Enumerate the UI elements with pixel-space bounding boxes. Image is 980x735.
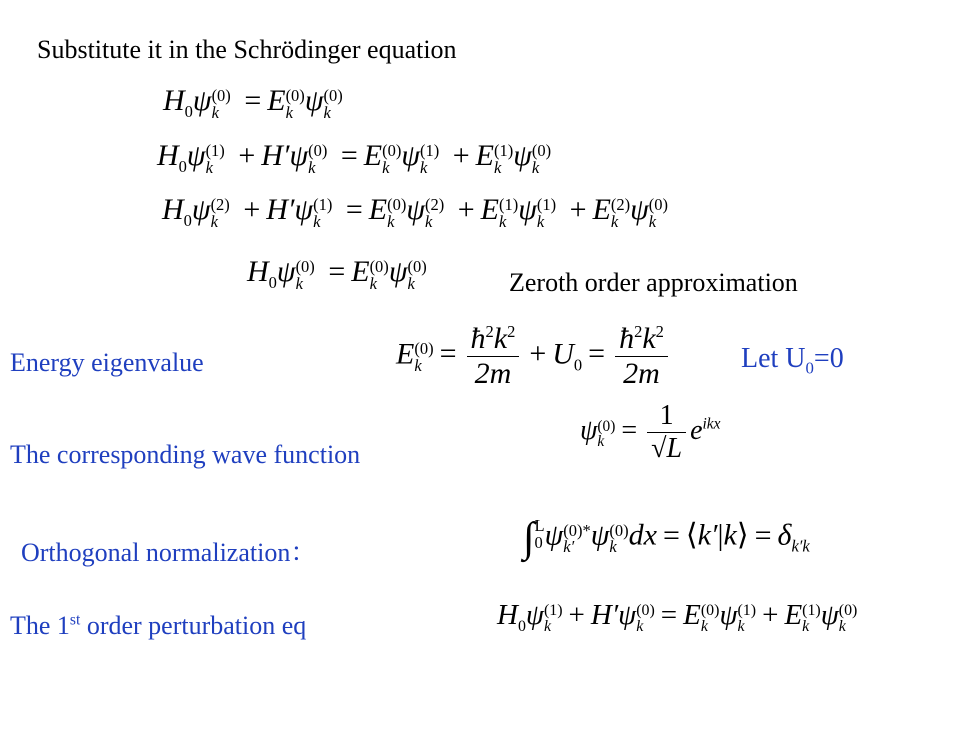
zeroth-order-label: Zeroth order approximation [509, 268, 798, 297]
equation-energy: E (0) k = $\frac{ħ^2k^2}{2m}$ + $U_0$ = $\frac{ħ^2k^2}{2m}$ [396, 322, 672, 391]
equation-second-order: $H_0\psi$ (2) k + H′ψ (1) k = E (0) k ψ (2) k + E (1) k ψ (1) k + E (2) k ψ (0) k [162, 193, 669, 231]
equation-first-order: $H_0\psi$ (1) k + H′ψ (0) k = E (0) k ψ (1) k + E (1) k ψ (0) k [157, 139, 552, 177]
wave-function-label: The corresponding wave function [10, 440, 361, 469]
let-u0-text: Let $U_0=0$ [741, 343, 844, 378]
equation-zeroth-approx: $H_0\psi$ (0) k = E (0) k ψ (0) k [247, 255, 427, 293]
equation-wave-function: ψ (0) k = $\frac{1}{√L}$ $e^{ikx}$ [580, 400, 721, 464]
equation-first-order-perturbation: $H_0\psi$ (1) k + H′ψ (0) k = E (0) k ψ (1) k + E (1) k ψ (0) k [497, 599, 858, 636]
orthogonal-label: Orthogonal normalization： [21, 538, 317, 567]
first-order-label: The 1st order perturbation eq [10, 611, 307, 640]
intro-text: Substitute it in the Schrödinger equation [37, 35, 457, 64]
equation-orthonormal: ∫ L 0 ψ (0)* k′ ψ (0) k dx = ⟨k′|k⟩ = $\delta_{k'k}$ [523, 515, 810, 561]
equation-zeroth-order: $H_0\psi$ (0) k = E (0) k ψ (0) k [163, 84, 343, 122]
energy-eigenvalue-label: Energy eigenvalue [10, 348, 204, 377]
